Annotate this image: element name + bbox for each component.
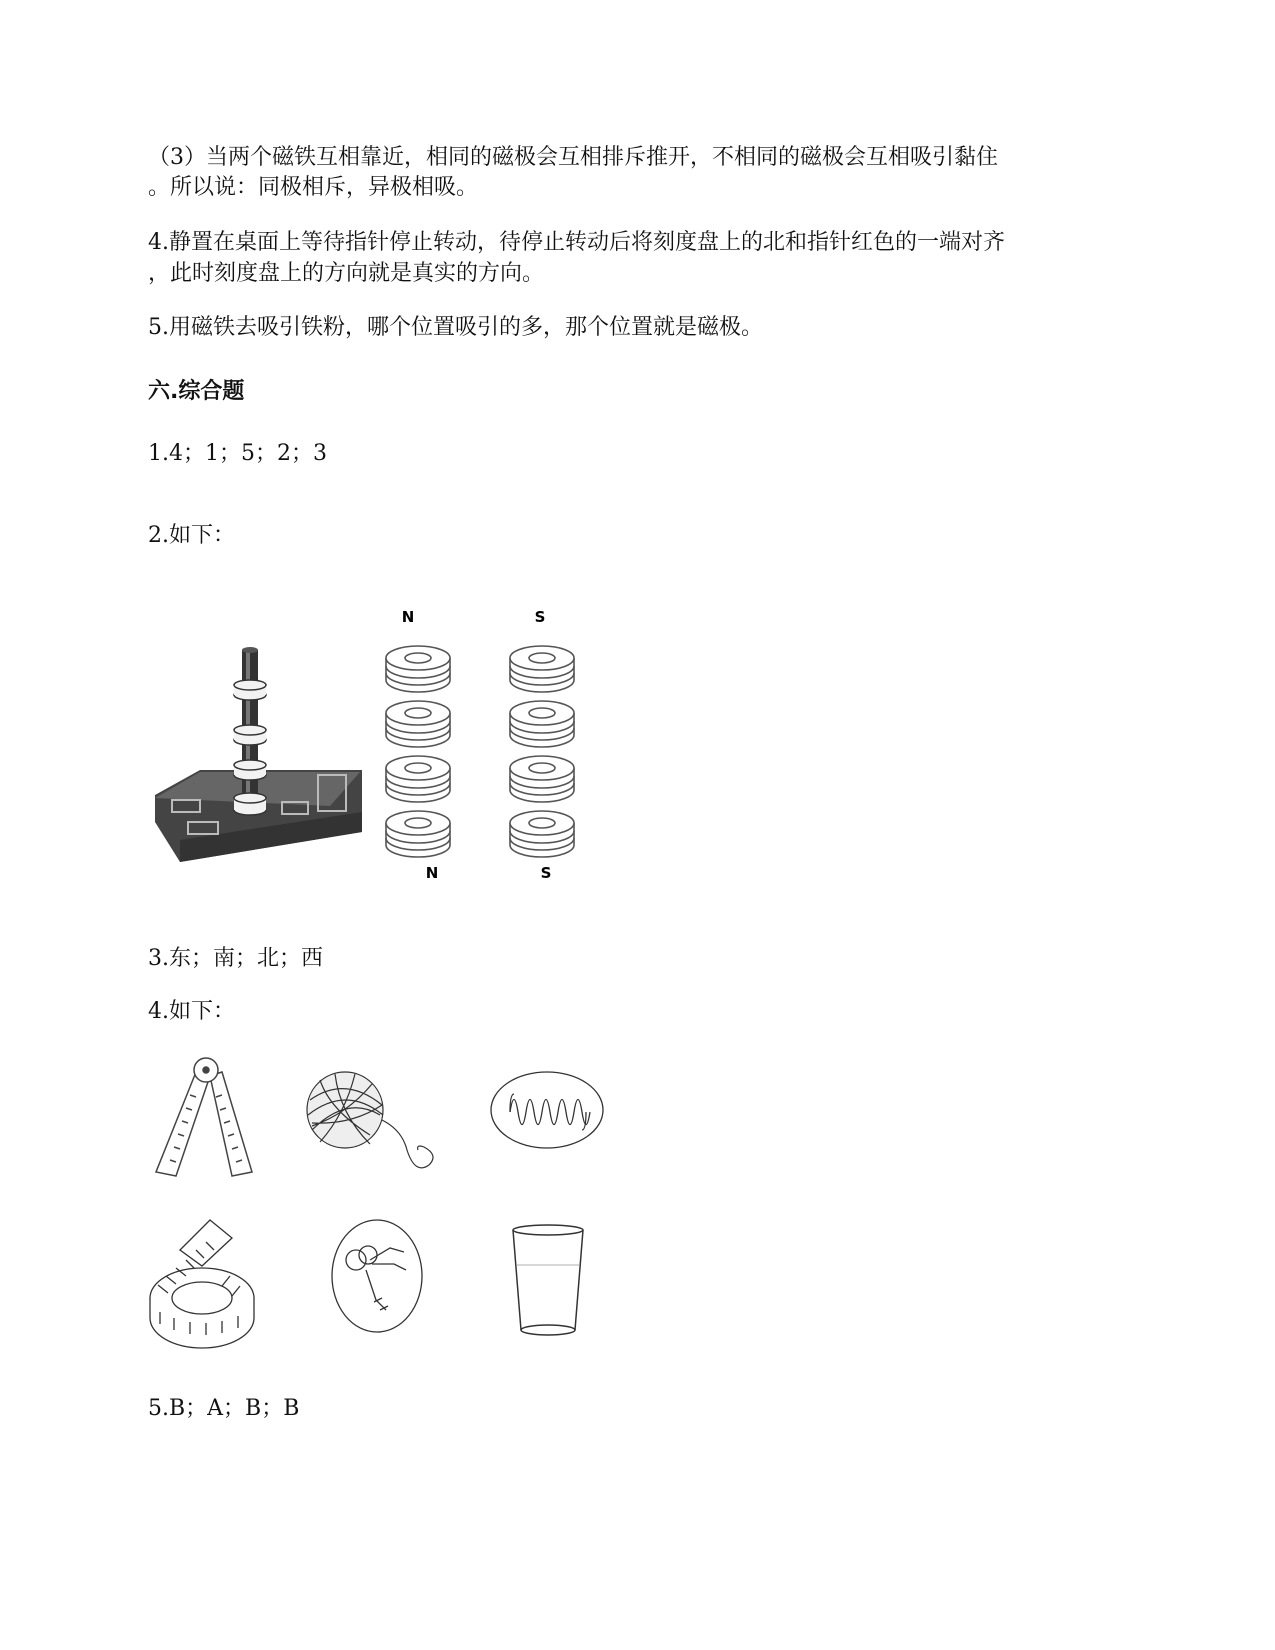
answer-3: 3.东；南；北；西: [148, 946, 323, 971]
pole-label-top-s: S: [534, 608, 546, 626]
text-line-4: ，此时刻度盘上的方向就是真实的方向。: [148, 261, 545, 286]
text-line-2: 。所以说：同极相斥，异极相吸。: [148, 175, 479, 200]
pole-label-bottom-s: S: [540, 864, 552, 882]
section-heading: 六.综合题: [148, 379, 245, 404]
answer-1: 1.4；1；5；2；3: [148, 441, 327, 466]
objects-figure: [150, 1050, 630, 1350]
ring-magnets-right: [510, 646, 574, 857]
text-line-5: 5.用磁铁去吸引铁粉，哪个位置吸引的多，那个位置就是磁极。: [148, 315, 763, 340]
tape-measure-icon: [150, 1220, 254, 1348]
text-line-1: （3）当两个磁铁互相靠近，相同的磁极会互相排斥推开，不相同的磁极会互相吸引黏住: [148, 145, 998, 170]
glass-cup-icon: [513, 1225, 583, 1335]
ring-magnets-left: [386, 646, 450, 857]
text-line-3: 4.静置在桌面上等待指针停止转动，待停止转动后将刻度盘上的北和指针红色的一端对齐: [148, 230, 1005, 255]
folding-ruler-icon: [156, 1058, 252, 1176]
answer-4: 4.如下：: [148, 999, 235, 1024]
pole-label-bottom-n: N: [425, 864, 439, 882]
keys-icon: [332, 1220, 422, 1332]
answer-2: 2.如下：: [148, 523, 235, 548]
yarn-ball-icon: [307, 1072, 433, 1168]
magnet-stack-figure: [150, 600, 610, 890]
answer-5: 5.B；A；B；B: [148, 1396, 300, 1421]
pole-label-top-n: N: [401, 608, 415, 626]
magnet-stand-icon: [155, 647, 362, 862]
spring-icon: [491, 1072, 603, 1148]
